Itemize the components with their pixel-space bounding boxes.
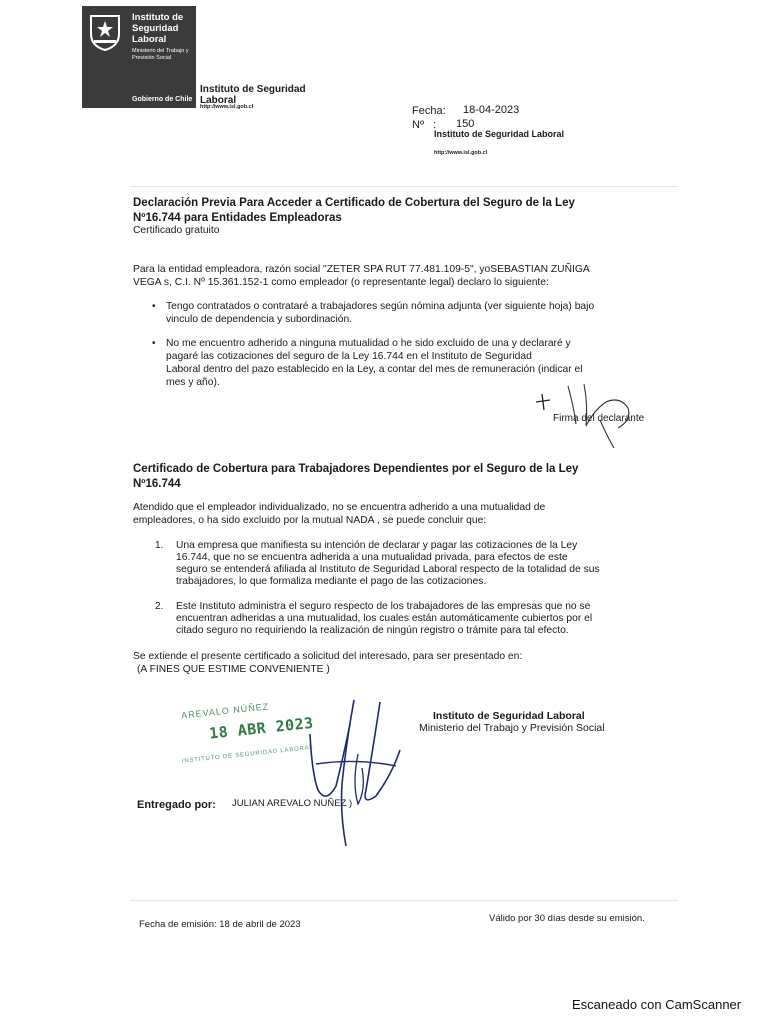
- item2-line3: citado seguro no requiriendo la realización de ningún registro o trámite para tal efecto.: [176, 625, 569, 636]
- certificate-title-line2: Nº16.744: [133, 478, 181, 490]
- certificate-title-line1: Certificado de Cobertura para Trabajadores Dependientes por el Seguro de la Ley: [133, 463, 579, 475]
- bullet2-line2: pagaré las cotizaciones del seguro de la Ley 16.744 en el Instituto de Seguridad: [166, 351, 532, 362]
- declaration-title-line1: Declaración Previa Para Acceder a Certificado de Cobertura del Seguro de la Ley: [133, 197, 575, 209]
- validez: Válido por 30 días desde su emisión.: [489, 913, 645, 924]
- entregado-value: JULIAN AREVALO NUÑEZ ): [232, 798, 353, 809]
- fecha-label: Fecha:: [412, 105, 446, 117]
- item1-line2: 16.744, que no se encuentra adherida a una mutualidad privada, para efectos de este: [176, 552, 568, 563]
- numero-value: 150: [456, 118, 475, 130]
- bullet2-line4: mes y año).: [166, 377, 220, 388]
- entregado-label: Entregado por:: [137, 799, 216, 811]
- chile-shield-icon: [88, 12, 122, 52]
- camscanner-watermark: Escaneado con CamScanner: [572, 997, 742, 1012]
- isl-logo: [82, 6, 196, 108]
- signatory-org: Instituto de Seguridad Laboral: [433, 710, 585, 722]
- bullet1-line1: Tengo contratados o contrataré a trabajadores según nómina adjunta (ver siguiente hoja) bajo: [166, 301, 595, 312]
- item1-number: 1.: [155, 540, 164, 551]
- institute-url: http://www.isl.gob.cl: [200, 104, 254, 110]
- item1-line3: seguro se entenderá afiliada al Instituto de Seguridad Laboral respecto de la totalidad de sus: [176, 564, 600, 575]
- declaration-title-line2: Nº16.744 para Entidades Empleadoras: [133, 212, 342, 224]
- item2-number: 2.: [155, 601, 164, 612]
- certificate-intro-line2: empleadores, o ha sido excluido por la mutual NADA , se puede concluir que:: [133, 515, 487, 526]
- divider: [130, 900, 678, 901]
- signature-label: Firma del declarante: [553, 413, 645, 424]
- certificate-intro-line1: Atendido que el empleador individualizado, no se encuentra adherido a una mutualidad de: [133, 502, 546, 513]
- item1-line1: Una empresa que manifiesta su intención de declarar y pagar las cotizaciones de la Ley: [176, 540, 578, 551]
- bullet-icon: •: [152, 338, 156, 349]
- divider: [130, 186, 678, 187]
- bullet1-line2: vinculo de dependencia y subordinación.: [166, 314, 353, 325]
- institute-name-2: Instituto de Seguridad Laboral: [434, 129, 565, 139]
- signatory-ministry: Ministerio del Trabajo y Previsión Social: [419, 722, 605, 734]
- official-signature: [296, 694, 411, 854]
- item2-line2: encuentran adheridas a una mutualidad, los cuales están automáticamente cubiertos por el: [176, 613, 593, 624]
- declaration-subtitle: Certificado gratuito: [133, 225, 220, 236]
- stamp-top-text: AREVALO NÚÑEZ: [180, 701, 270, 721]
- logo-gobierno: Gobierno de Chile: [132, 96, 193, 103]
- stamp-date: 18 ABR 2023: [208, 713, 315, 743]
- bullet2-line1: No me encuentro adherido a ninguna mutualidad o he sido excluido de una y declararé y: [166, 338, 571, 349]
- item2-line1: Este Instituto administra el seguro respecto de los trabajadores de las empresas que no se: [176, 601, 591, 612]
- logo-ministry: Ministerio del Trabajo y Previsión Social: [132, 48, 189, 61]
- bullet-icon: •: [152, 301, 156, 312]
- logo-title: Instituto de Seguridad Laboral: [132, 12, 184, 45]
- fecha-value: 18-04-2023: [463, 104, 520, 116]
- fecha-emision: Fecha de emisión: 18 de abril de 2023: [139, 919, 301, 930]
- bullet2-line3: Laboral dentro del pazo establecido en la Ley, a contar del mes de remuneración (indicar el: [166, 364, 583, 375]
- declaration-intro-line1: Para la entidad empleadora, razón social "ZETER SPA RUT 77.481.109-5", yoSEBASTIAN ZUÑIGA: [133, 264, 590, 275]
- item1-line4: trabajadores, lo que formaliza mediante el pago de las cotizaciones.: [176, 576, 487, 587]
- extends-line1: Se extiende el presente certificado a solicitud del interesado, para ser presentado en:: [133, 651, 523, 662]
- stamp-bottom-text: INSTITUTO DE SEGURIDAD LABORAL: [181, 744, 314, 765]
- institute-url-2: http://www.isl.gob.cl: [434, 150, 488, 156]
- extends-line2: (A FINES QUE ESTIME CONVENIENTE ): [137, 664, 330, 675]
- institute-name: Instituto de Seguridad Laboral: [200, 84, 306, 106]
- declaration-intro-line2: VEGA s, C.I. Nº 15.361.152-1 como empleador (o representante legal) declaro lo siguiente:: [133, 277, 549, 288]
- numero-label: Nº :: [412, 119, 437, 131]
